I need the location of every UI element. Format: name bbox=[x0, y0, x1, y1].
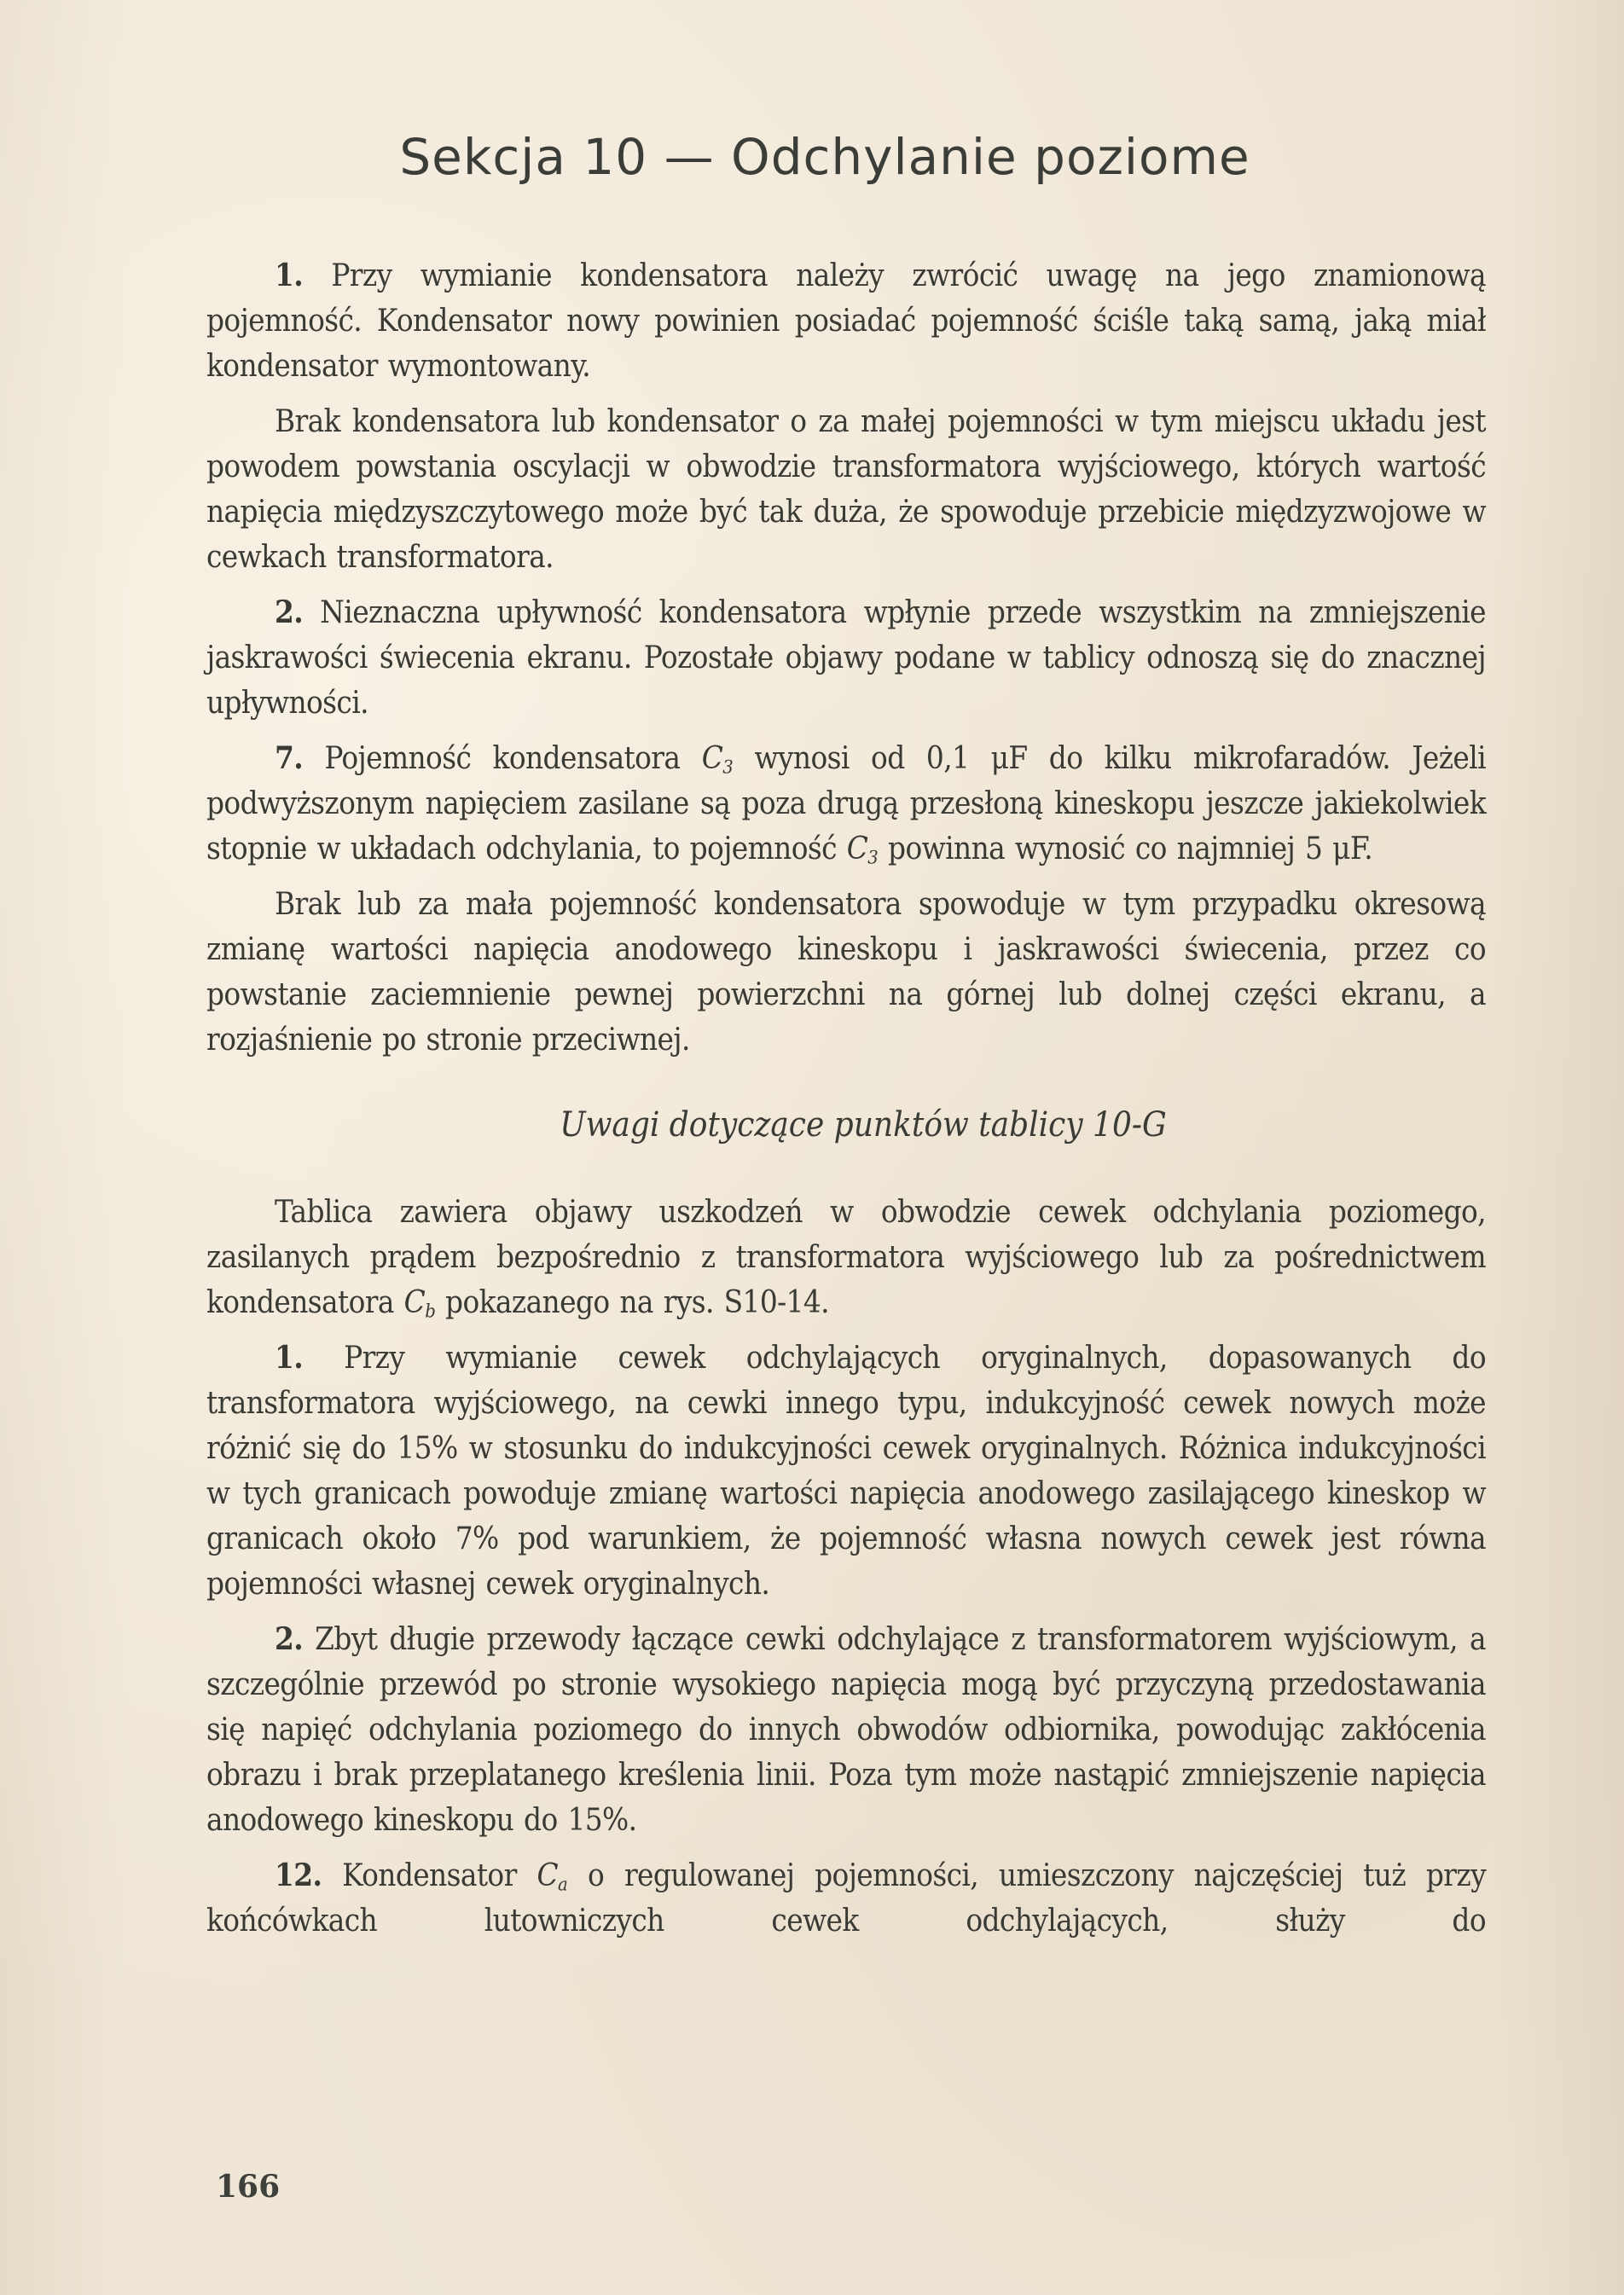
subsection-heading: Uwagi dotyczące punktów tablicy 10-G bbox=[560, 1105, 1167, 1145]
paragraph-text: Pojemność kondensatora bbox=[324, 739, 681, 776]
item-number: 12. bbox=[275, 1857, 322, 1893]
item-number: 1. bbox=[275, 1339, 304, 1376]
item-number: 2. bbox=[275, 1620, 304, 1657]
paragraph bbox=[206, 589, 1486, 725]
item-number: 2. bbox=[275, 594, 304, 630]
symbol-cb: $C_b$ bbox=[403, 1284, 436, 1323]
paragraph bbox=[206, 735, 1486, 871]
paragraph-text: Kondensator bbox=[342, 1857, 517, 1893]
paragraph bbox=[206, 1189, 1486, 1324]
paragraph bbox=[206, 1616, 1486, 1842]
paragraph bbox=[206, 252, 1486, 388]
symbol-ca: $C_a$ bbox=[536, 1857, 568, 1896]
paragraph-text: o regulowanej pojemności, umieszczony najczęściej tuż przy końcówkach lutowniczych cewek odchylających, służy do bbox=[206, 1857, 1487, 1939]
item-number: 7. bbox=[275, 739, 304, 776]
paragraph bbox=[206, 881, 1486, 1062]
item-number: 1. bbox=[275, 257, 304, 293]
paragraph bbox=[206, 1335, 1486, 1606]
symbol-c3: $C_3$ bbox=[846, 830, 879, 869]
paragraph-text: Przy wymianie kondensatora należy zwrócić uwagę na jego znamionową pojemność. Kondensator nowy powinien posiadać pojemność ściśle taką samą, jaką miał kondensator wymontowany. bbox=[206, 257, 1486, 384]
symbol-c3: $C_3$ bbox=[701, 739, 734, 779]
section-title: Sekcja 10 — Odchylanie poziome bbox=[399, 128, 1250, 186]
page-number: 166 bbox=[216, 2169, 281, 2205]
paragraph-text: Tablica zawiera objawy uszkodzeń w obwodzie cewek odchylania poziomego, zasilanych prądem bezpośrednio z transformatora wyjściowego lub za pośrednictwem kondensatora bbox=[206, 1193, 1486, 1320]
paragraph-text: pokazanego na rys. S10-14. bbox=[445, 1284, 829, 1320]
paragraph-text: powinna wynosić co najmniej 5 μF. bbox=[888, 830, 1373, 866]
text-column bbox=[206, 252, 1486, 1953]
paragraph-text: Brak kondensatora lub kondensator o za małej pojemności w tym miejscu układu jest powodem powstania oscylacji w obwodzie transformatora wyjściowego, których wartość napięcia międzyszczytowego może być tak duża, że spowoduje przebicie międzyzwojowe w cewkach transformatora. bbox=[206, 403, 1486, 575]
paragraph-text: Brak lub za mała pojemność kondensatora spowoduje w tym przypadku okresową zmianę wartości napięcia anodowego kineskopu i jaskrawości świecenia, przez co powstanie zaciemnienie pewnej powierzchni na górnej lub dolnej części ekranu, a rozjaśnienie po stronie przeciwnej. bbox=[206, 885, 1486, 1058]
paragraph bbox=[206, 398, 1486, 579]
paragraph bbox=[206, 1852, 1486, 1943]
paragraph-text: wynosi od 0,1 μF do kilku mikrofaradów. Jeżeli podwyższonym napięciem zasilane są poza drugą przesłoną kineskopu jeszcze jakiekolwiek stopnie w układach odchylania, to pojemność bbox=[206, 739, 1487, 866]
paragraph-text: Zbyt długie przewody łączące cewki odchylające z transformatorem wyjściowym, a szczególnie przewód po stronie wysokiego napięcia mogą być przyczyną przedostawania się napięć odchylania poziomego do innych obwodów odbiornika, powodując zakłócenia obrazu i brak przeplatanego kreślenia linii. Poza tym może nastąpić zmniejszenie napięcia anodowego kineskopu do 15%. bbox=[206, 1620, 1487, 1838]
paragraph-text: Nieznaczna upływność kondensatora wpłynie przede wszystkim na zmniejszenie jaskrawości świecenia ekranu. Pozostałe objawy podane w tablicy odnoszą się do znacznej upływności. bbox=[206, 594, 1487, 721]
paragraph-text: Przy wymianie cewek odchylających oryginalnych, dopasowanych do transformatora wyjściowego, na cewki innego typu, indukcyjność cewek nowych może różnić się do 15% w stosunku do indukcyjności cewek oryginalnych. Różnica indukcyjności w tych granicach powoduje zmianę wartości napięcia anodowego zasilającego kineskop w granicach około 7% pod warunkiem, że pojemność własna nowych cewek jest równa pojemności własnej cewek oryginalnych. bbox=[206, 1339, 1486, 1602]
